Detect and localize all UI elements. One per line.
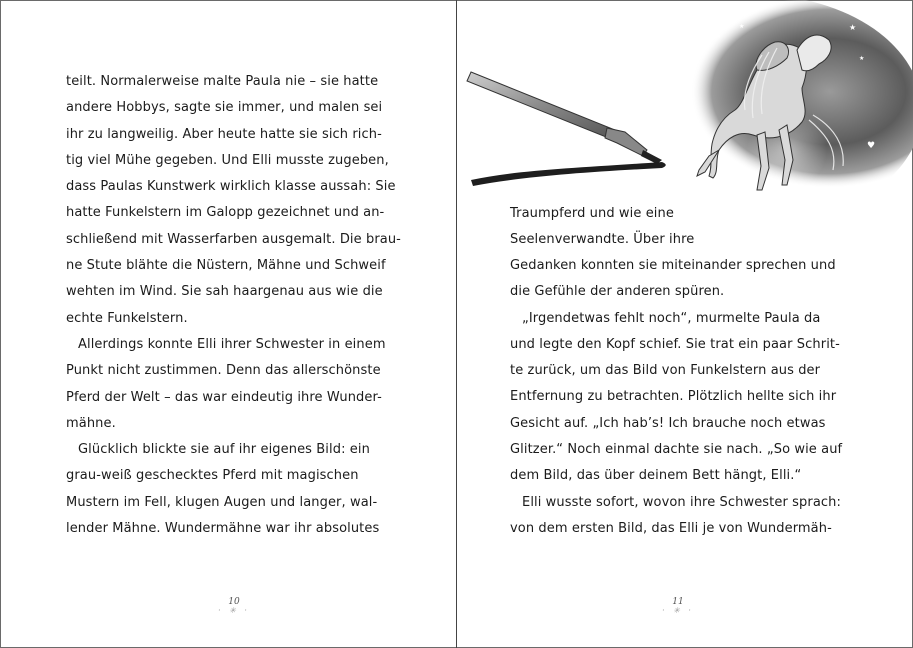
svg-text:★: ★ xyxy=(685,69,692,77)
svg-text:★: ★ xyxy=(845,184,852,192)
text-line: und legte den Kopf schief. Sie trat ein paar Schrit- xyxy=(510,336,840,352)
text-line: dass Paulas Kunstwerk wirklich klasse aussah: Sie xyxy=(66,179,396,195)
svg-text:✦: ✦ xyxy=(697,47,706,58)
star-ornament-icon: · ✳ · xyxy=(662,606,694,615)
text-line: Glitzer.“ Noch einmal dachte sie nach. „So wie auf xyxy=(510,442,843,458)
text-line: tig viel Mühe gegeben. Und Elli musste zugeben, xyxy=(66,152,389,168)
text-line: te zurück, um das Bild von Funkelstern aus der xyxy=(510,363,821,379)
svg-text:★: ★ xyxy=(859,55,865,62)
star-ornament-icon: · ✳ · xyxy=(218,606,250,615)
text-line: Pferd der Welt – das war eindeutig ihre Wunder- xyxy=(66,389,382,405)
text-line: andere Hobbys, sagte sie immer, und malen sei xyxy=(66,100,383,116)
text-line: grau-weiß geschecktes Pferd mit magischen xyxy=(66,468,359,484)
text-line: lender Mähne. Wundermähne war ihr absolutes xyxy=(66,521,380,537)
text-line: mähne. xyxy=(66,415,116,431)
page-number-right xyxy=(648,597,708,615)
text-line: Mustern im Fell, klugen Augen und langer, wal- xyxy=(66,494,378,510)
text-line: Traumpferd und wie eine xyxy=(510,206,674,221)
text-line: ne Stute blähte die Nüstern, Mähne und Schweif xyxy=(66,258,386,274)
svg-text:✦: ✦ xyxy=(687,112,693,120)
svg-text:♥: ♥ xyxy=(617,85,628,99)
svg-text:★: ★ xyxy=(715,32,722,40)
text-line: schließend mit Wasserfarben ausgemalt. Die brau- xyxy=(66,231,401,247)
text-line: Seelenverwandte. Über ihre xyxy=(510,232,695,248)
text-line: ihr zu langweilig. Aber heute hatte sie sich rich- xyxy=(66,126,382,142)
text-line: „Irgendetwas fehlt noch“, murmelte Paula da xyxy=(522,310,821,326)
text-line: Glücklich blickte sie auf ihr eigenes Bild: ein xyxy=(78,442,370,458)
text-line: Gesicht auf. „Ich hab’s! Ich brauche noch etwas xyxy=(510,415,826,431)
text-line: wehten im Wind. Sie sah haargenau aus wie die xyxy=(66,284,383,300)
page-number-left xyxy=(204,597,264,615)
text-line: die Gefühle der anderen spüren. xyxy=(510,284,725,300)
right-page-text xyxy=(510,253,842,542)
text-line: hatte Funkelstern im Galopp gezeichnet und an- xyxy=(66,205,385,221)
svg-text:♥: ♥ xyxy=(655,117,663,126)
text-line: von dem ersten Bild, das Elli je von Wundermäh- xyxy=(510,520,832,536)
text-line: dem Bild, das über deinem Bett hängt, Elli.“ xyxy=(510,468,802,484)
svg-text:★: ★ xyxy=(639,103,645,110)
text-line: Entfernung zu betrachten. Plötzlich hellte sich ihr xyxy=(510,389,837,405)
page-number: 10 xyxy=(228,597,240,607)
right-page-text-beside-image xyxy=(510,201,694,254)
svg-text:★: ★ xyxy=(849,23,857,32)
left-page-text xyxy=(66,69,401,542)
text-line: Gedanken konnten sie miteinander sprechen und xyxy=(510,258,836,273)
svg-text:♥: ♥ xyxy=(867,141,876,151)
text-line: Elli wusste sofort, wovon ihre Schwester sprach: xyxy=(522,494,841,510)
page-number: 11 xyxy=(672,597,684,607)
svg-text:★: ★ xyxy=(739,23,745,30)
text-line: Allerdings konnte Elli ihrer Schwester in einem xyxy=(78,336,386,352)
text-line: Punkt nicht zustimmen. Denn das allerschönste xyxy=(66,363,381,379)
text-line: echte Funkelstern. xyxy=(66,310,188,326)
text-line: teilt. Normalerweise malte Paula nie – sie hatte xyxy=(66,74,379,89)
